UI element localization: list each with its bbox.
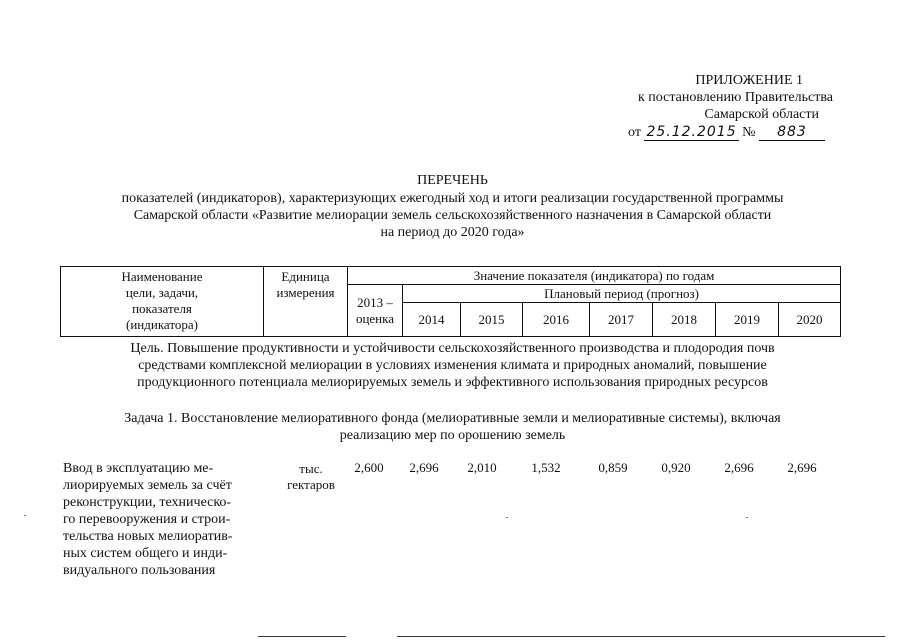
indicator-name-line: тельства новых мелиоратив- [63, 529, 233, 544]
appendix-title: ПРИЛОЖЕНИЕ 1 [695, 73, 803, 88]
goal-line-2: средствами комплексной мелиорации в условиях изменения климата и природных аномалий, повышение [138, 358, 767, 373]
scan-speck [746, 517, 748, 518]
col-header-unit-line: измерения [276, 285, 335, 300]
indicator-name-line: го перевооружения и строи- [63, 512, 231, 527]
goal-line-1: Цель. Повышение продуктивности и устойчивости сельскохозяйственного производства и плодородия почв [130, 341, 775, 356]
estimate-header-line: 2013 – [357, 294, 393, 310]
indicator-name [63, 460, 273, 579]
col-header-name [61, 267, 264, 337]
value-2017: 0,859 [598, 460, 628, 475]
year-header: 2017 [590, 303, 653, 337]
value-2020: 2,696 [787, 460, 817, 475]
task-line-1: Задача 1. Восстановление мелиоративного фонда (мелиоративные земли и мелиоративные системы), включая [124, 411, 781, 426]
year-header: 2015 [461, 303, 523, 337]
value-header: Значение показателя (индикатора) по годам [348, 267, 841, 285]
col-header-name-line: показателя [132, 301, 192, 316]
heading-line-1: показателей (индикаторов), характеризующих ежегодный ход и итоги реализации государственной программы [121, 191, 784, 206]
goal-line-3: продукционного потенциала мелиорируемых земель и эффективного использования природных ресурсов [137, 375, 768, 390]
decree-from-label: от [628, 125, 641, 140]
indicator-name-line: Ввод в эксплуатацию ме- [63, 461, 214, 476]
col-header-unit [264, 267, 348, 337]
col-header-name-line: цели, задачи, [125, 285, 199, 300]
indicator-name-line: видуального пользования [63, 563, 216, 578]
appendix-block [638, 72, 833, 123]
scan-speck [506, 517, 508, 518]
col-header-name-line: (индикатора) [126, 317, 198, 332]
footer-rule [258, 636, 346, 637]
estimate-header [348, 285, 403, 337]
indicators-table-header [60, 266, 841, 337]
estimate-header-line: оценка [355, 310, 395, 326]
appendix-line-2: к постановлению Правительства [637, 90, 833, 105]
planned-period-header: Плановый период (прогноз) [403, 285, 841, 303]
value-2013: 2,600 [354, 460, 384, 475]
year-header: 2014 [403, 303, 461, 337]
indicator-name-line: ных систем общего и инди- [63, 546, 228, 561]
value-2014: 2,696 [409, 460, 439, 475]
heading-line-3: на период до 2020 года» [380, 225, 525, 240]
year-header: 2016 [523, 303, 590, 337]
indicator-name-line: реконструкции, техническо- [63, 495, 232, 510]
task-line-2: реализацию мер по орошению земель [339, 428, 566, 443]
decree-reference [628, 124, 825, 141]
value-2015: 2,010 [467, 460, 497, 475]
col-header-unit-line: Единица [281, 269, 330, 284]
year-header: 2020 [779, 303, 841, 337]
value-2016: 1,532 [531, 460, 561, 475]
decree-number: 883 [759, 124, 825, 141]
footer-rule [397, 636, 885, 637]
year-header: 2018 [653, 303, 716, 337]
scan-speck [24, 515, 26, 516]
value-2018: 0,920 [661, 460, 691, 475]
indicator-unit [277, 461, 345, 493]
appendix-line-3: Самарской области [704, 107, 819, 122]
value-2019: 2,696 [724, 460, 754, 475]
year-header: 2019 [716, 303, 779, 337]
indicator-unit-line: гектаров [287, 477, 335, 492]
decree-number-label: № [742, 125, 756, 140]
heading-line-2: Самарской области «Развитие мелиорации земель сельскохозяйственного назначения в Самарской области [133, 208, 772, 223]
indicator-name-line: лиорируемых земель за счёт [63, 478, 232, 493]
decree-date: 25.12.2015 [646, 124, 737, 140]
document-title: ПЕРЕЧЕНЬ [417, 173, 488, 188]
indicator-unit-line: тыс. [299, 461, 323, 476]
col-header-name-line: Наименование [121, 269, 203, 284]
